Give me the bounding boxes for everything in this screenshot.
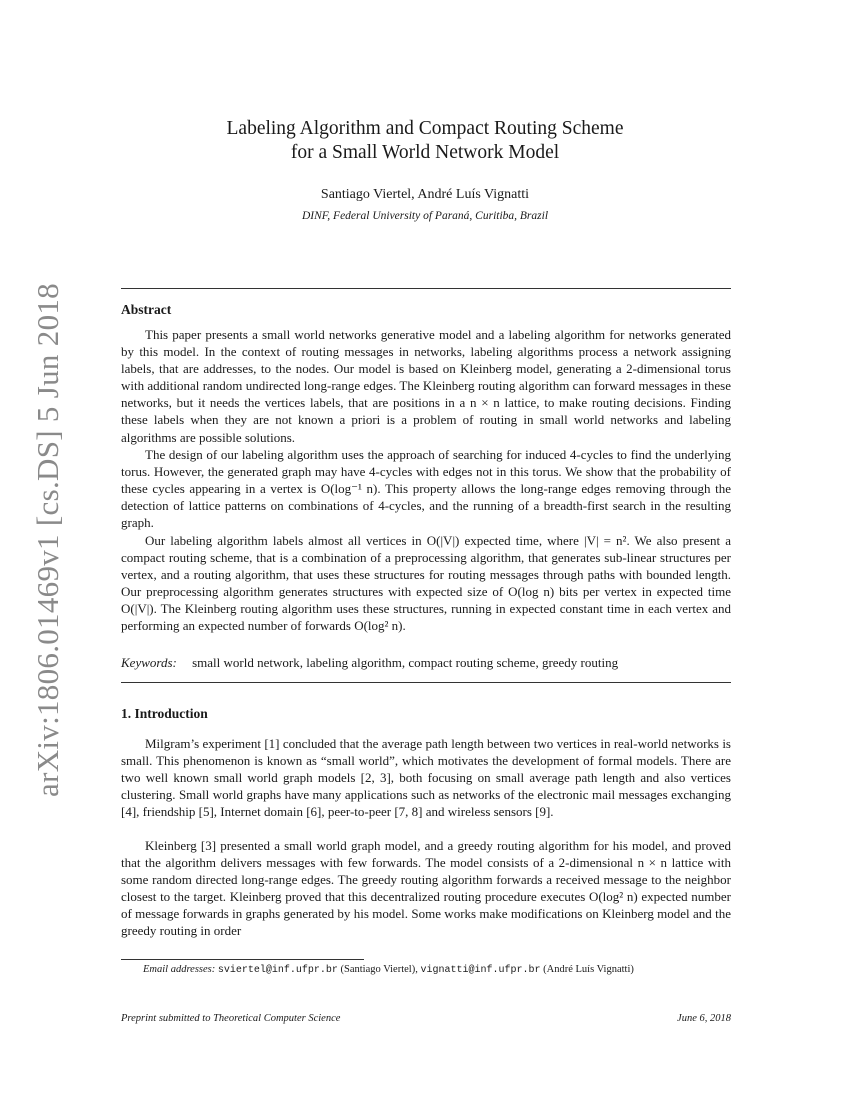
abstract-paragraph-3: Our labeling algorithm labels almost all vertices in O(|V|) expected time, where |V| = n². We also present a compact routing scheme, that is a combination of a preprocessing algorithm, that generates sub-linear structures per vertex, and a routing algorithm, that uses these structures for routing messages through paths with bounded length. Our preprocessing algorithm generates structures with expected size of O(log n) bits per vertex in expected time O(|V|). The Kleinberg routing algorithm uses these structures, running in expected constant time in each vertex and performing an expected number of forwards O(log² n). xyxy=(121,533,731,634)
footnote-rule xyxy=(121,959,364,960)
intro-paragraph-1: Milgram’s experiment [1] concluded that the average path length between two vertices in real-world networks is small. This phenomenon is known as “small world”, which motivates the development of formal models. There are two well known small world graph models [2, 3], both focusing on small average path length and also vertices clustering. Small world graphs have many applications such as networks of the electronic mail messages exchanging [4], friendship [5], Internet domain [6], peer-to-peer [7, 8] and wireless sensors [9]. xyxy=(121,736,731,820)
footer-preprint-note: Preprint submitted to Theoretical Computer Science xyxy=(121,1013,341,1024)
keywords-line xyxy=(121,654,731,671)
affiliation: DINF, Federal University of Paraná, Curitiba, Brazil xyxy=(301,210,549,222)
arxiv-sidebar-id: arXiv:1806.01469v1 [cs.DS] 5 Jun 2018 xyxy=(30,283,65,797)
title-line-1: Labeling Algorithm and Compact Routing Scheme xyxy=(226,118,624,139)
authors: Santiago Viertel, André Luís Vignatti xyxy=(320,187,530,202)
email-viertel-link[interactable]: sviertel@inf.ufpr.br xyxy=(217,965,338,976)
abstract-top-rule xyxy=(121,288,731,289)
footnote-emails xyxy=(121,963,731,978)
abstract-bottom-rule xyxy=(121,682,731,683)
introduction-heading: 1. Introduction xyxy=(121,706,208,721)
footnote-label: Email addresses: xyxy=(143,964,216,975)
title-line-2: for a Small World Network Model xyxy=(290,142,560,163)
intro-paragraph-2: Kleinberg [3] presented a small world graph model, and a greedy routing algorithm for his model, and proved that the algorithm delivers messages with few forwards. The model consists of a 2-dimensional n × n lattice with some random directed long-range edges. The greedy routing algorithm forwards a received message to the neighbor closest to the target. Kleinberg proved that this decentralized routing procedure executes O(log² n) expected number of message forwards in graphs generated by his model. Some works make modifications on Kleinberg model and the greedy routing in order xyxy=(121,838,731,939)
paper-title xyxy=(0,117,850,165)
abstract-paragraph-2: The design of our labeling algorithm uses the approach of searching for induced 4-cycles to find the underlying torus. However, the generated graph may have 4-cycles with edges not in this torus. We show that the probability of these cycles appearing in a vertex is O(log⁻¹ n). This property allows the long-range edges removing through the detection of lattice patterns on combinations of 4-cycles, and the running of a breadth-first search in the resulting graph. xyxy=(121,447,731,531)
keywords-list: small world network, labeling algorithm, compact routing scheme, greedy routing xyxy=(192,655,619,670)
footnote-name-2: (André Luís Vignatti) xyxy=(543,964,634,975)
abstract-heading: Abstract xyxy=(121,302,172,317)
footer-date: June 6, 2018 xyxy=(677,1013,731,1024)
page-footer xyxy=(121,1012,731,1026)
footnote-name-1: (Santiago Viertel), xyxy=(340,964,418,975)
keywords-label: Keywords: xyxy=(121,655,177,670)
abstract-paragraph-1: This paper presents a small world networks generative model and a labeling algorithm for networks generated by this model. In the context of routing messages in networks, labeling algorithms process a network assigning labels, that are addresses, to the nodes. Our model is based on Kleinberg model, generating a 2-dimensional torus with additional random undirected long-range edges. The Kleinberg routing algorithm can forward messages in these networks, but it needs the vertices labels, that are positions in a n × n lattice, to make routing decisions. Finding these labels when they are not known a priori is a problem of routing in small world networks and labeling algorithms are possible solutions. xyxy=(121,327,731,445)
email-vignatti-link[interactable]: vignatti@inf.ufpr.br xyxy=(420,965,541,976)
